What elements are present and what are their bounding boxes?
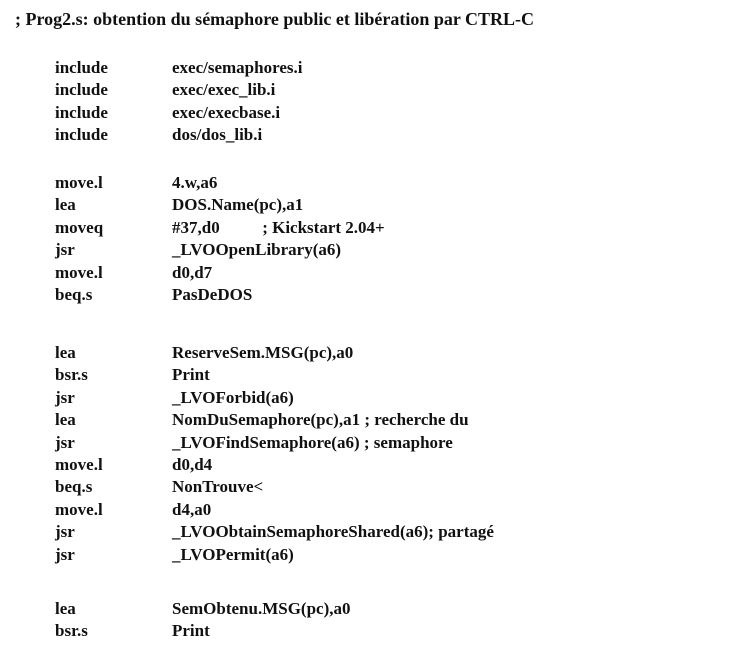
instruction-operands: NomDuSemaphore(pc),a1 ; recherche du (172, 410, 469, 430)
instruction-mnemonic: bsr.s (55, 621, 88, 641)
instruction-operands: _LVOFindSemaphore(a6) ; semaphore (172, 432, 453, 452)
instruction-mnemonic: moveq (55, 217, 104, 237)
instruction-operands: d0,d4 (172, 454, 213, 474)
instruction-operands: 4.w,a6 (172, 173, 218, 192)
instruction-operands: d4,a0 (172, 499, 212, 519)
instruction-operands: exec/execbase.i (172, 102, 281, 122)
instruction-operands: NonTrouve< (172, 477, 264, 497)
instruction-operands: dos/dos_lib.i (172, 125, 263, 145)
instruction-operands: #37,d0 ; Kickstart 2.04+ (172, 217, 385, 237)
instruction-mnemonic: include (55, 58, 108, 77)
instruction-mnemonic: lea (55, 410, 76, 430)
instruction-operands: SemObtenu.MSG(pc),a0 (172, 599, 351, 618)
instruction-operands: ReserveSem.MSG(pc),a0 (172, 343, 354, 362)
instruction-operands: d0,d7 (172, 262, 213, 282)
instruction-mnemonic: include (55, 125, 108, 145)
instruction-operands: PasDeDOS (172, 284, 253, 304)
instruction-mnemonic: move.l (55, 454, 103, 474)
instruction-mnemonic: beq.s (55, 477, 93, 497)
instruction-mnemonic: include (55, 102, 108, 122)
instruction-mnemonic: include (55, 80, 108, 100)
instruction-mnemonic: jsr (55, 432, 75, 452)
instruction-operands: Print (172, 621, 210, 641)
instruction-mnemonic: lea (55, 195, 76, 215)
instruction-operands: _LVOPermit(a6) (172, 544, 294, 564)
instruction-operands: Print (172, 365, 210, 385)
instruction-mnemonic: lea (55, 343, 76, 362)
instruction-mnemonic: jsr (55, 544, 75, 564)
instruction-operands: _LVOForbid(a6) (172, 387, 294, 407)
instruction-mnemonic: bsr.s (55, 365, 88, 385)
instruction-operands: DOS.Name(pc),a1 (172, 195, 304, 215)
instruction-operands: exec/semaphores.i (172, 58, 303, 77)
instruction-operands: exec/exec_lib.i (172, 80, 276, 100)
page-title: ; Prog2.s: obtention du sémaphore public et libération par CTRL-C (15, 9, 535, 29)
instruction-operands: _LVOObtainSemaphoreShared(a6); partagé (172, 522, 494, 542)
instruction-mnemonic: move.l (55, 499, 103, 519)
instruction-mnemonic: jsr (55, 240, 75, 260)
instruction-mnemonic: beq.s (55, 284, 93, 304)
instruction-mnemonic: move.l (55, 173, 103, 192)
instruction-mnemonic: jsr (55, 522, 75, 542)
instruction-mnemonic: move.l (55, 262, 103, 282)
instruction-operands: _LVOOpenLibrary(a6) (172, 240, 342, 260)
instruction-mnemonic: jsr (55, 387, 75, 407)
instruction-mnemonic: lea (55, 599, 76, 618)
